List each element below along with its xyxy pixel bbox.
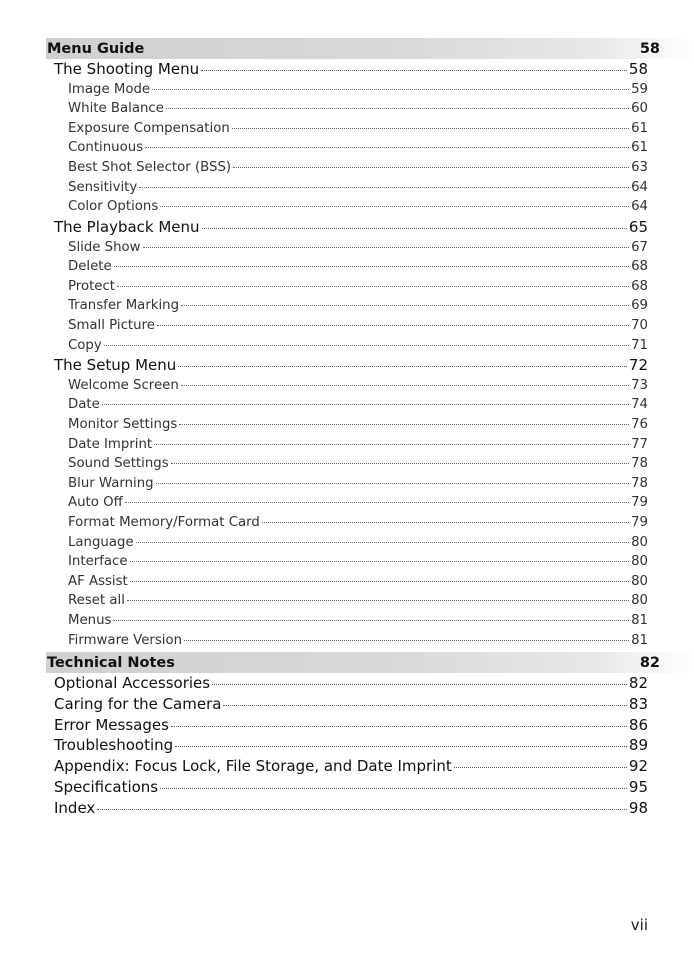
dot-leader xyxy=(130,581,629,582)
section-page: 82 xyxy=(639,654,660,671)
toc-subentry[interactable] xyxy=(46,454,648,474)
toc-subentry-label: Color Options xyxy=(68,199,159,215)
toc-subentry-label: Menus xyxy=(68,612,112,628)
dot-leader xyxy=(454,767,627,768)
toc-subentry-page: 81 xyxy=(631,632,648,648)
toc-entry-shooting-menu[interactable] xyxy=(46,59,648,80)
toc-entry-label: The Shooting Menu xyxy=(54,60,200,78)
toc-subentry-label: Transfer Marking xyxy=(68,298,180,314)
dot-leader xyxy=(145,147,629,148)
toc-subentry-label: White Balance xyxy=(68,101,164,117)
toc-subentry-page: 67 xyxy=(631,239,648,255)
toc-subentry-page: 61 xyxy=(631,140,648,156)
toc-entry[interactable] xyxy=(46,756,648,777)
toc-subentry-label: Sound Settings xyxy=(68,456,169,472)
toc-subentry-page: 60 xyxy=(631,101,648,117)
toc-subentry[interactable] xyxy=(46,572,648,592)
toc-entry[interactable] xyxy=(46,777,648,798)
dot-leader xyxy=(212,684,627,685)
dot-leader xyxy=(171,726,627,727)
toc-subentry[interactable] xyxy=(46,99,648,119)
toc-subentry-page: 78 xyxy=(631,475,648,491)
toc-subentry[interactable] xyxy=(46,631,648,651)
toc-subentry-page: 80 xyxy=(631,593,648,609)
toc-subentry[interactable] xyxy=(46,435,648,455)
toc-entry[interactable] xyxy=(46,673,648,694)
toc-subentry-label: Continuous xyxy=(68,140,144,156)
table-of-contents xyxy=(46,38,660,819)
toc-subentry-page: 80 xyxy=(631,554,648,570)
toc-entry-playback-menu[interactable] xyxy=(46,217,648,238)
toc-entry[interactable] xyxy=(46,694,648,715)
toc-subentry-label: Best Shot Selector (BSS) xyxy=(68,160,232,176)
toc-subentry-label: Delete xyxy=(68,259,112,275)
toc-entry-setup-menu[interactable] xyxy=(46,355,648,376)
toc-subentry[interactable] xyxy=(46,178,648,198)
toc-subentry[interactable] xyxy=(46,197,648,217)
toc-subentry-label: Copy xyxy=(68,337,102,353)
toc-subentry-label: Exposure Compensation xyxy=(68,120,230,136)
toc-subentry-label: Auto Off xyxy=(68,495,123,511)
toc-subentry[interactable] xyxy=(46,376,648,396)
toc-subentry-page: 70 xyxy=(631,317,648,333)
toc-subentry[interactable] xyxy=(46,513,648,533)
toc-subentry-page: 71 xyxy=(631,337,648,353)
toc-subentry-page: 79 xyxy=(631,514,648,530)
dot-leader xyxy=(136,542,629,543)
dot-leader xyxy=(160,206,629,207)
toc-subentry-label: Format Memory/Format Card xyxy=(68,514,260,530)
toc-entry-label: The Setup Menu xyxy=(54,356,177,375)
toc-subentry-page: 79 xyxy=(631,495,648,511)
toc-entry-page: 98 xyxy=(628,798,648,817)
toc-subentry-page: 61 xyxy=(631,120,648,136)
toc-subentry-page: 64 xyxy=(631,179,648,195)
dot-leader xyxy=(232,128,629,129)
toc-subentry-page: 73 xyxy=(631,377,648,393)
toc-subentry-page: 78 xyxy=(631,456,648,472)
toc-entry-page: 86 xyxy=(628,715,648,734)
toc-subentry-page: 77 xyxy=(631,436,648,452)
toc-subentry-label: Language xyxy=(68,534,134,550)
toc-subentry[interactable] xyxy=(46,336,648,356)
toc-entry[interactable] xyxy=(46,798,648,819)
toc-entry-label: Error Messages xyxy=(54,715,169,734)
dot-leader xyxy=(154,444,629,445)
section-page: 58 xyxy=(639,40,660,57)
toc-entry-page: 95 xyxy=(628,778,648,797)
section-header-menu-guide[interactable] xyxy=(46,38,694,59)
toc-subentry-label: Firmware Version xyxy=(68,632,183,648)
toc-entry-page: 82 xyxy=(628,674,648,693)
dot-leader xyxy=(184,640,629,641)
toc-subentry[interactable] xyxy=(46,257,648,277)
toc-subentry-page: 59 xyxy=(631,81,648,97)
toc-subentry-label: Date xyxy=(68,397,100,413)
section-header-technical-notes[interactable] xyxy=(46,652,694,673)
dot-leader xyxy=(178,366,627,367)
toc-subentry-page: 74 xyxy=(631,397,648,413)
dot-leader xyxy=(117,286,629,287)
toc-subentry[interactable] xyxy=(46,277,648,297)
toc-subentry[interactable] xyxy=(46,238,648,258)
toc-entry-page: 92 xyxy=(628,757,648,776)
toc-entry[interactable] xyxy=(46,735,648,756)
toc-subentry-page: 80 xyxy=(631,534,648,550)
toc-entry-label: Optional Accessories xyxy=(54,674,211,693)
dot-leader xyxy=(233,167,629,168)
toc-subentry-label: Image Mode xyxy=(68,81,151,97)
toc-subentry-page: 68 xyxy=(631,259,648,275)
toc-subentry[interactable] xyxy=(46,611,648,631)
toc-entry[interactable] xyxy=(46,715,648,736)
toc-subentry-page: 63 xyxy=(631,160,648,176)
toc-subentry-page: 81 xyxy=(631,612,648,628)
toc-entry-page: 83 xyxy=(628,694,648,713)
toc-entry-label: Specifications xyxy=(54,778,159,797)
toc-entry-page: 89 xyxy=(628,736,648,755)
dot-leader xyxy=(102,404,629,405)
toc-subentry[interactable] xyxy=(46,138,648,158)
toc-subentry-page: 68 xyxy=(631,278,648,294)
toc-subentry-label: Welcome Screen xyxy=(68,377,179,393)
dot-leader xyxy=(179,424,629,425)
toc-subentry[interactable] xyxy=(46,552,648,572)
dot-leader xyxy=(157,325,629,326)
toc-subentry-page: 76 xyxy=(631,416,648,432)
dot-leader xyxy=(139,187,629,188)
toc-subentry-label: Protect xyxy=(68,278,116,294)
dot-leader xyxy=(201,70,627,71)
dot-leader xyxy=(181,305,629,306)
toc-entry-label: Troubleshooting xyxy=(54,736,174,755)
toc-subentry[interactable] xyxy=(46,316,648,336)
toc-subentry-label: Monitor Settings xyxy=(68,416,178,432)
toc-entry-label: The Playback Menu xyxy=(54,217,200,236)
dot-leader xyxy=(202,228,627,229)
dot-leader xyxy=(181,385,629,386)
toc-entry-label: Caring for the Camera xyxy=(54,694,222,713)
dot-leader xyxy=(113,620,629,621)
section-title: Technical Notes xyxy=(47,654,175,671)
dot-leader xyxy=(156,483,629,484)
toc-subentry[interactable] xyxy=(46,119,648,139)
dot-leader xyxy=(143,247,630,248)
toc-subentry-label: Small Picture xyxy=(68,317,155,333)
dot-leader xyxy=(152,89,629,90)
dot-leader xyxy=(175,746,627,747)
dot-leader xyxy=(130,561,630,562)
toc-subentry-label: Date Imprint xyxy=(68,436,153,452)
dot-leader xyxy=(104,345,629,346)
toc-subentry-label: Slide Show xyxy=(68,239,141,255)
toc-subentry-label: Interface xyxy=(68,554,128,570)
toc-subentry[interactable] xyxy=(46,158,648,178)
toc-entry-page: 72 xyxy=(628,356,648,375)
toc-subentry[interactable] xyxy=(46,474,648,494)
toc-subentry[interactable] xyxy=(46,415,648,435)
section-title: Menu Guide xyxy=(47,40,145,57)
toc-subentry[interactable] xyxy=(46,296,648,316)
toc-entry-label: Index xyxy=(54,798,96,817)
toc-subentry-page: 64 xyxy=(631,199,648,215)
dot-leader xyxy=(127,600,629,601)
toc-entry-page: 58 xyxy=(628,60,648,78)
toc-subentry-label: Sensitivity xyxy=(68,179,138,195)
toc-subentry[interactable] xyxy=(46,591,648,611)
dot-leader xyxy=(160,788,627,789)
dot-leader xyxy=(166,108,629,109)
dot-leader xyxy=(171,463,629,464)
toc-entry-page: 65 xyxy=(628,217,648,236)
toc-subentry[interactable] xyxy=(46,80,648,100)
dot-leader xyxy=(97,809,627,810)
toc-subentry[interactable] xyxy=(46,493,648,513)
dot-leader xyxy=(114,266,629,267)
toc-subentry[interactable] xyxy=(46,533,648,553)
toc-entry-label: Appendix: Focus Lock, File Storage, and Date Imprint xyxy=(54,757,452,776)
toc-subentry[interactable] xyxy=(46,395,648,415)
toc-subentry-label: AF Assist xyxy=(68,573,128,589)
toc-subentry-label: Reset all xyxy=(68,593,125,609)
toc-subentry-label: Blur Warning xyxy=(68,475,154,491)
page-number: vii xyxy=(630,916,648,934)
toc-subentry-page: 69 xyxy=(631,298,648,314)
toc-subentry-page: 80 xyxy=(631,573,648,589)
dot-leader xyxy=(223,705,626,706)
dot-leader xyxy=(125,502,629,503)
dot-leader xyxy=(262,522,629,523)
